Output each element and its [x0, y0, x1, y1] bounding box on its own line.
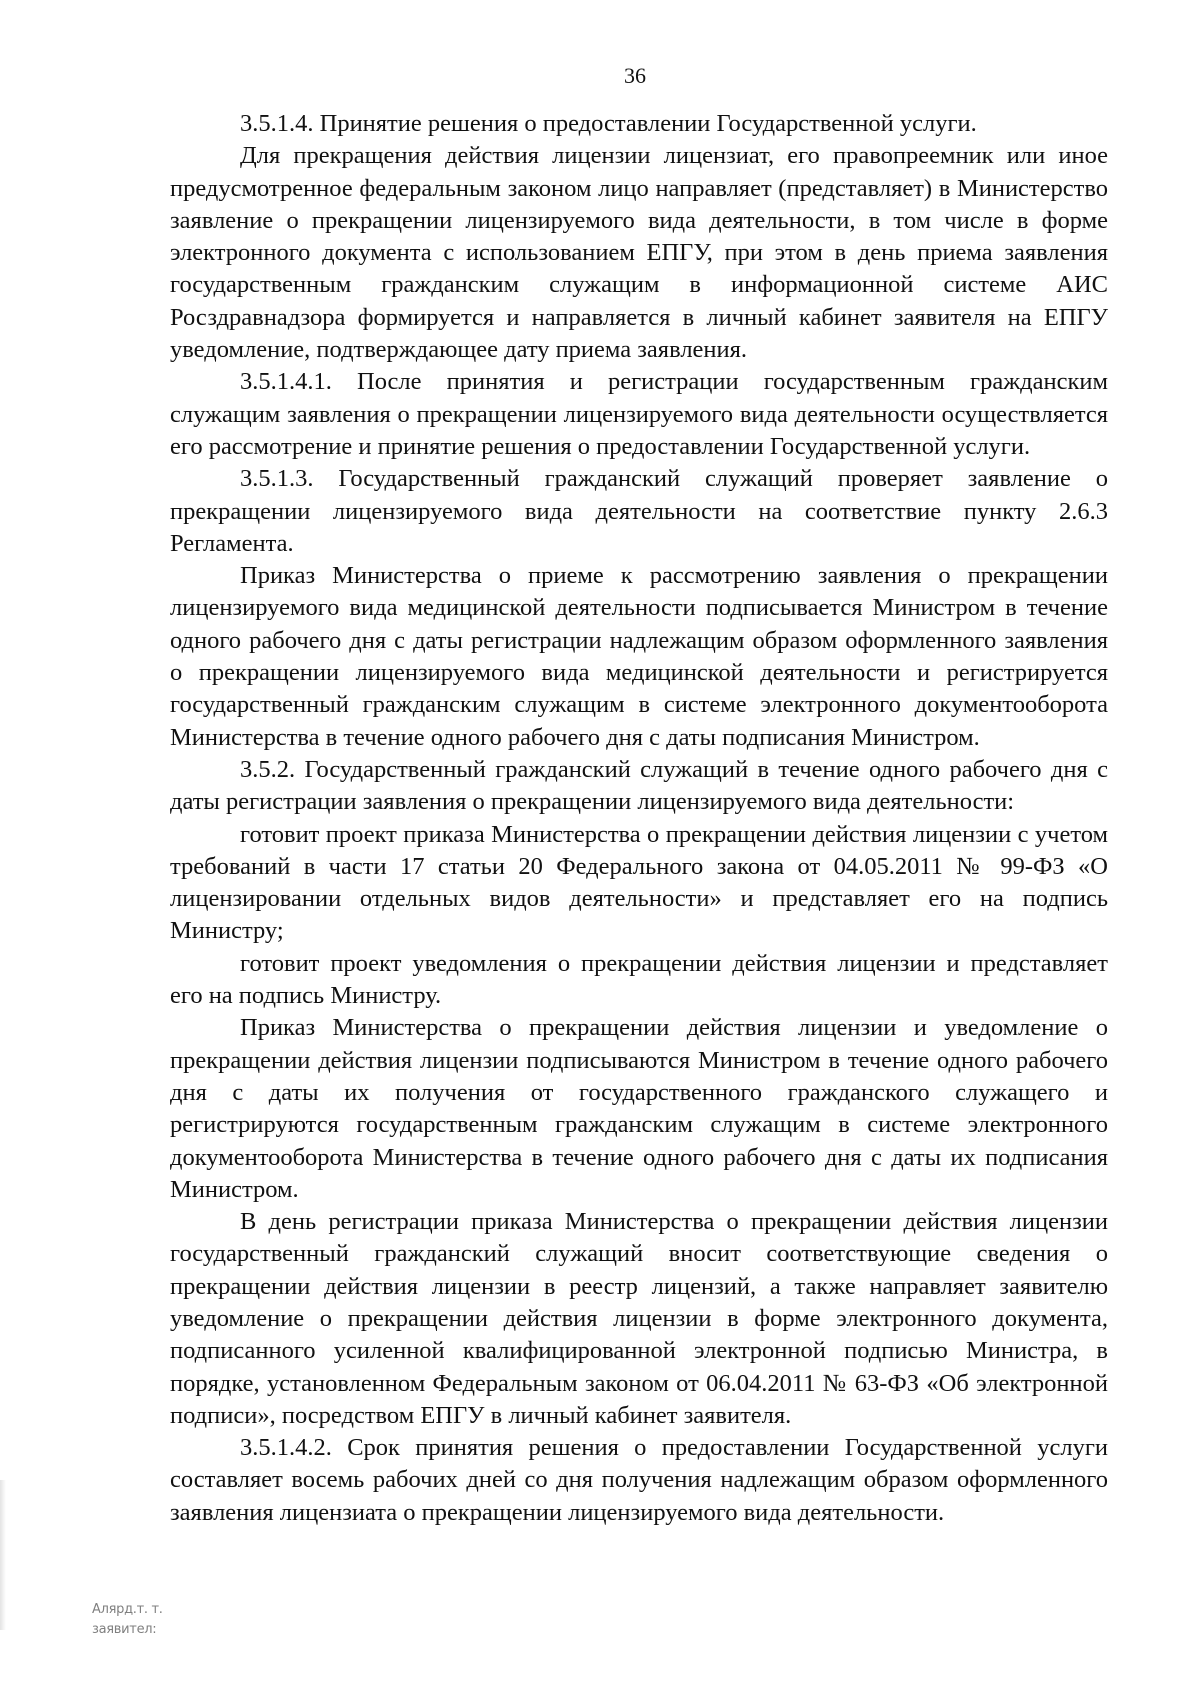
paragraph-3-5-2: 3.5.2. Государственный гражданский служащий в течение одного рабочего дня с даты регистрации заявления о прекращении лицензируемого вида деятельности:	[170, 755, 1108, 816]
paragraph-heading-3-5-1-4: 3.5.1.4. Принятие решения о предоставлении Государственной услуги.	[240, 110, 977, 137]
scan-edge-artifact	[0, 1480, 6, 1630]
stamp-line-1: Алярд.т. т.	[92, 1602, 163, 1617]
faded-stamp	[92, 1600, 163, 1640]
paragraph-registry-entry: В день регистрации приказа Министерства о прекращении действия лицензии государственный гражданский служащий вносит соответствующие сведения о прекращении действия лицензии в реестр лицензий, а также направляет заявителю уведомление о прекращении действия лицензии в форме электронного документа, подписанного усиленной квалифицированной электронной подписью Министра, в порядке, установленном Федеральным законом от 06.04.2011 № 63-ФЗ «Об электронной подписи», посредством ЕПГУ в личный кабинет заявителя.	[170, 1208, 1108, 1429]
document-body	[170, 108, 1108, 1529]
paragraph-order-acceptance: Приказ Министерства о приеме к рассмотрению заявления о прекращении лицензируемого вида медицинской деятельности подписывается Министром в течение одного рабочего дня с даты регистрации надлежащим образом оформленного заявления о прекращении лицензируемого вида медицинской деятельности и регистрируется государственный гражданским служащим в системе электронного документооборота Министерства в течение одного рабочего дня с даты подписания Министром.	[170, 562, 1108, 751]
paragraph-3-5-1-3: 3.5.1.3. Государственный гражданский служащий проверяет заявление о прекращении лицензируемого вида деятельности на соответствие пункту 2.6.3 Регламента.	[170, 465, 1108, 557]
paragraph-prepare-notification: готовит проект уведомления о прекращении действия лицензии и представляет его на подпись Министру.	[170, 949, 1108, 1010]
paragraph-order-signing: Приказ Министерства о прекращении действия лицензии и уведомление о прекращении действия лицензии подписываются Министром в течение одного рабочего дня с даты их получения от государственного гражданского служащего и регистрируются государственным гражданским служащим в системе электронного документооборота Министерства в течение одного рабочего дня с даты их подписания Министром.	[170, 1014, 1108, 1203]
stamp-line-2: заявител:	[92, 1622, 157, 1637]
paragraph-3-5-1-4-2: 3.5.1.4.2. Срок принятия решения о предоставлении Государственной услуги составляет восемь рабочих дней со дня получения надлежащим образом оформленного заявления лицензиата о прекращении лицензируемого вида деятельности.	[170, 1434, 1108, 1526]
paragraph-termination-application: Для прекращения действия лицензии лицензиат, его правопреемник или иное предусмотренное федеральным законом лицо направляет (представляет) в Министерство заявление о прекращении лицензируемого вида деятельности, в том числе в форме электронного документа с использованием ЕПГУ, при этом в день приема заявления государственным гражданским служащим в информационной системе АИС Росздравнадзора формируется и направляется в личный кабинет заявителя на ЕПГУ уведомление, подтверждающее дату приема заявления.	[170, 142, 1108, 364]
paragraph-prepare-order: готовит проект приказа Министерства о прекращении действия лицензии с учетом требований в части 17 статьи 20 Федерального закона от 04.05.2011 № 99-ФЗ «О лицензировании отдельных видов деятельности» и представляет его на подпись Министру;	[170, 820, 1108, 945]
page-number: 36	[624, 63, 646, 88]
paragraph-3-5-1-4-1: 3.5.1.4.1. После принятия и регистрации государственным гражданским служащим заявления о прекращении лицензируемого вида деятельности осуществляется его рассмотрение и принятие решения о предоставлении Государственной услуги.	[170, 368, 1108, 460]
